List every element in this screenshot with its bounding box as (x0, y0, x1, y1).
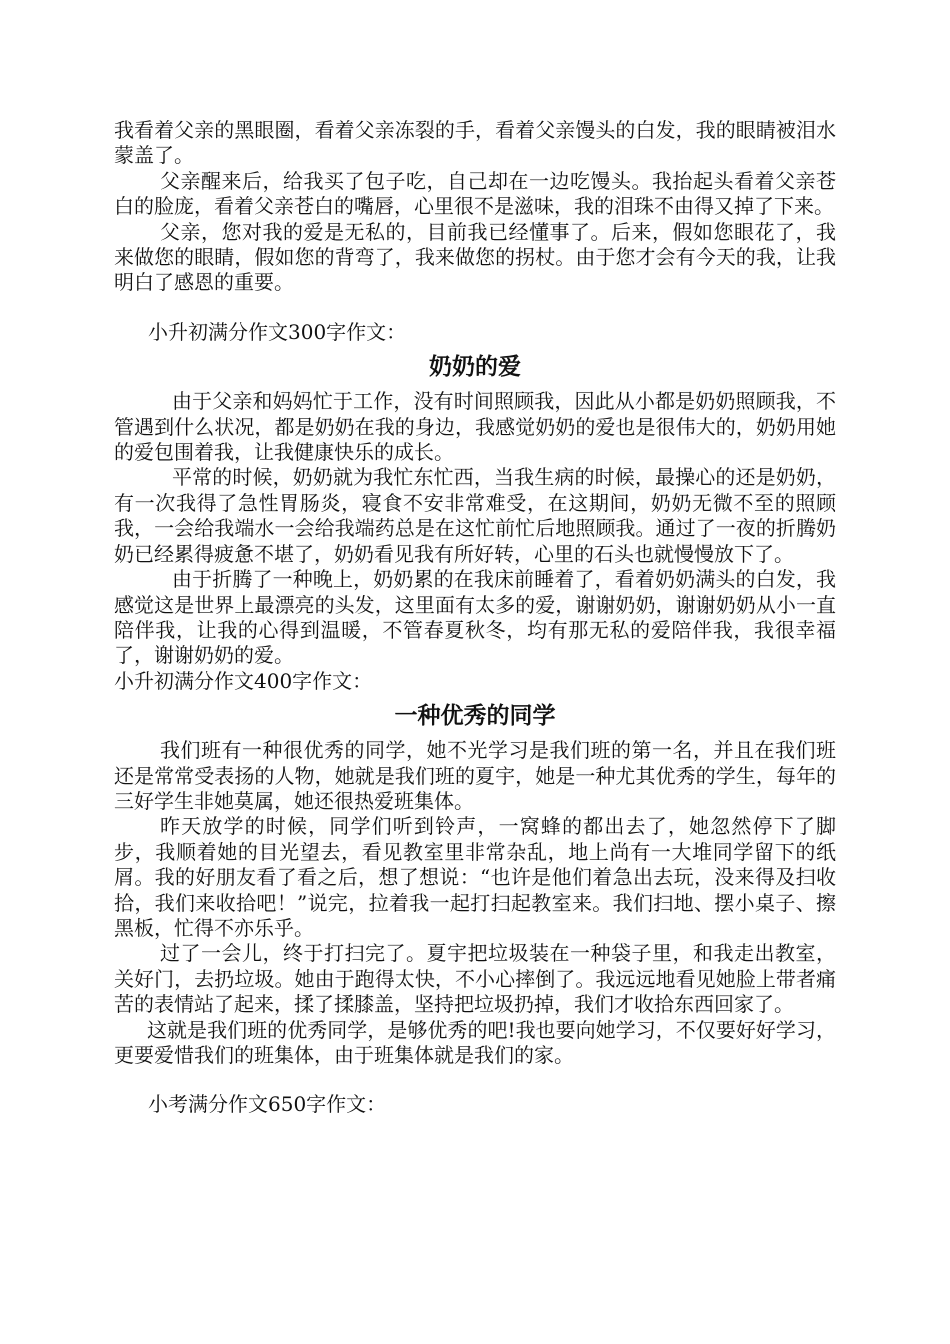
section-lead: 小考满分作文650字作文： (148, 1092, 387, 1117)
section-lead: 小升初满分作文300字作文： (148, 319, 407, 344)
paragraph: 这就是我们班的优秀同学，是够优秀的吧!我也要向她学习，不仅要好好学习，更要爱惜我们的班集体，由于班集体就是我们的家。 (114, 1017, 836, 1067)
paragraph: 父亲，您对我的爱是无私的，目前我已经懂事了。后来，假如您眼花了，我来做您的眼睛，假如您的背弯了，我来做您的拐杖。由于您才会有今天的我，让我明白了感恩的重要。 (114, 219, 836, 295)
paragraph: 由于父亲和妈妈忙于工作，没有时间照顾我，因此从小都是奶奶照顾我，不管遇到什么状况，都是奶奶在我的身边，我感觉奶奶的爱也是很伟大的，奶奶用她的爱包围着我，让我健康快乐的成长。 (114, 389, 836, 465)
spacer (114, 296, 836, 320)
spacer (114, 1068, 836, 1092)
essay-title: 奶奶的爱 (429, 354, 521, 381)
paragraph: 我们班有一种很优秀的同学，她不光学习是我们班的第一名，并且在我们班还是常常受表扬的人物，她就是我们班的夏宇，她是一种尤其优秀的学生，每年的三好学生非她莫属，她还很热爱班集体。 (114, 738, 836, 813)
paragraph: 父亲醒来后，给我买了包子吃，自己却在一边吃馒头。我抬起头看着父亲苍白的脸庞，看着父亲苍白的嘴唇，心里很不是滋味，我的泪珠不由得又掉了下来。 (114, 168, 836, 219)
paragraph: 过了一会儿，终于打扫完了。夏宇把垃圾装在一种袋子里，和我走出教室，关好门，去扔垃圾。她由于跑得太快，不小心摔倒了。我远远地看见她脸上带者痛苦的表情站了起来，揉了揉膝盖，坚持把垃圾扔掉，我们才收拾东西回家了。 (114, 941, 836, 1017)
essay-title: 一种优秀的同学 (394, 703, 556, 730)
paragraph: 平常的时候，奶奶就为我忙东忙西，当我生病的时候，最操心的还是奶奶，有一次我得了急性胃肠炎，寝食不安非常难受，在这期间，奶奶无微不至的照顾我，一会给我端水一会给我端药总是在这忙前忙后地照顾我。通过了一夜的折腾奶奶已经累得疲惫不堪了，奶奶看见我有所好转，心里的石头也就慢慢放下了。 (114, 465, 836, 566)
document-page (114, 118, 836, 1118)
paragraph: 昨天放学的时候，同学们听到铃声，一窝蜂的都出去了，她忽然停下了脚步，我顺着她的目光望去，看见教室里非常杂乱，地上尚有一大堆同学留下的纸屑。我的好朋友看了看之后，想了想说：“也许是他们着急出去玩，没来得及扫收拾，我们来收拾吧！”说完，拉着我一起打扫起教室来。我们扫地、摆小桌子、擦黑板，忙得不亦乐乎。 (114, 814, 836, 940)
section-lead: 小升初满分作文400字作文： (114, 668, 373, 693)
paragraph: 由于折腾了一种晚上，奶奶累的在我床前睡着了，看着奶奶满头的白发，我感觉这是世界上最漂亮的头发，这里面有太多的爱，谢谢奶奶，谢谢奶奶从小一直陪伴我，让我的心得到温暖，不管春夏秋冬，均有那无私的爱陪伴我，我很幸福了，谢谢奶奶的爱。 (114, 567, 836, 668)
paragraph: 我看着父亲的黑眼圈，看着父亲冻裂的手，看着父亲馒头的白发，我的眼睛被泪水蒙盖了。 (114, 118, 836, 168)
